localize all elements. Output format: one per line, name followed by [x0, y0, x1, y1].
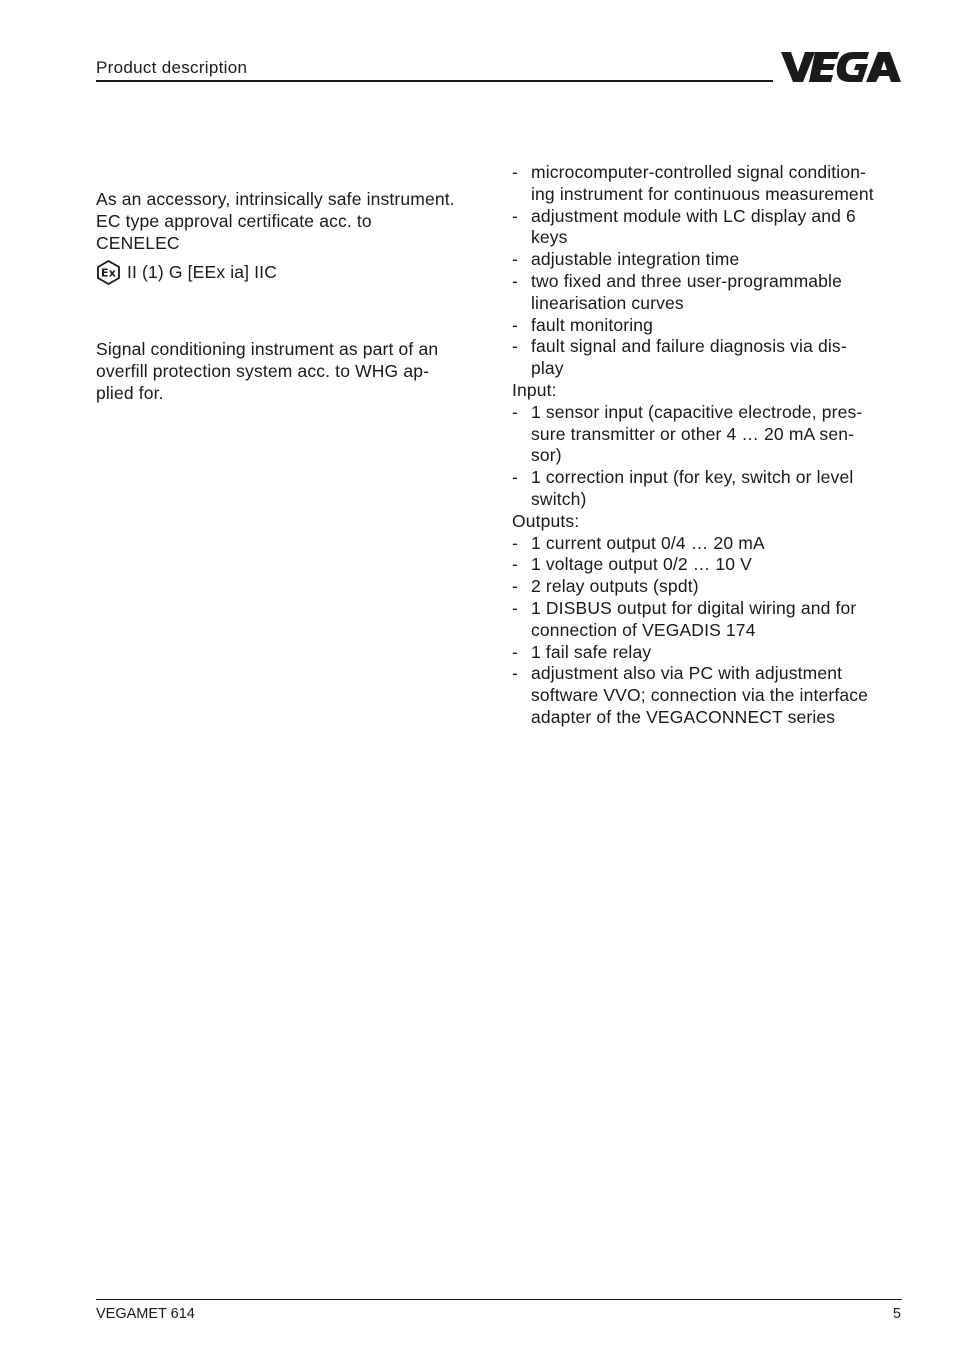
text-line: adjustment module with LC display and 6 — [531, 205, 856, 226]
text-line: 1 DISBUS output for digital wiring and for — [531, 597, 857, 618]
text-line: 1 voltage output 0/2 … 10 V — [531, 554, 753, 575]
bullet-dash: - — [512, 249, 518, 270]
text-line: fault signal and failure diagnosis via dis- — [531, 336, 847, 357]
atex-marking-text: II (1) G [EEx ia] IIC — [127, 261, 277, 282]
list-item — [512, 206, 904, 250]
bullet-dash: - — [512, 597, 518, 618]
list-item — [512, 315, 904, 337]
outputs-list — [512, 533, 904, 729]
whg-paragraph — [96, 339, 488, 404]
text-line: plied for. — [96, 382, 164, 403]
list-item — [512, 467, 904, 511]
bullet-dash: - — [512, 467, 518, 488]
bullet-dash: - — [512, 663, 518, 684]
bullet-dash: - — [512, 205, 518, 226]
features-list — [512, 162, 904, 380]
page-number: 5 — [892, 1306, 901, 1322]
text-line: As an accessory, intrinsically safe instrument. — [96, 189, 455, 209]
header-rule — [96, 80, 773, 82]
bullet-dash: - — [512, 641, 518, 662]
list-item-text — [531, 467, 904, 511]
text-line: Signal conditioning instrument as part of an — [96, 339, 439, 360]
list-item — [512, 576, 904, 598]
list-item-text — [531, 533, 904, 555]
list-item-text — [531, 402, 904, 467]
list-item-text — [531, 249, 904, 271]
ex-hexagon-icon — [96, 260, 121, 285]
text-line: 1 correction input (for key, switch or level — [531, 467, 854, 488]
text-line: adapter of the VEGACONNECT series — [531, 706, 836, 727]
input-label: Input: — [512, 379, 557, 400]
list-item-text — [531, 162, 904, 206]
list-item — [512, 663, 904, 728]
list-item-text — [531, 598, 904, 642]
list-item — [512, 642, 904, 664]
list-item — [512, 162, 904, 206]
atex-marking — [96, 260, 488, 285]
bullet-dash: - — [512, 554, 518, 575]
text-line: EC type approval certificate acc. to — [96, 210, 372, 231]
text-line: switch) — [531, 488, 587, 509]
section-title: Product description — [96, 58, 248, 77]
bullet-dash: - — [512, 401, 518, 422]
text-line: 1 sensor input (capacitive electrode, pres- — [531, 401, 863, 422]
list-item — [512, 336, 904, 380]
right-column — [512, 162, 904, 729]
text-line: sor) — [531, 445, 562, 466]
footer-rule — [96, 1299, 902, 1300]
text-line: adjustment also via PC with adjustment — [531, 663, 843, 684]
text-line: 1 fail safe relay — [531, 641, 652, 662]
text-line: fault monitoring — [531, 314, 654, 335]
inputs-list — [512, 402, 904, 511]
list-item-text — [531, 642, 904, 664]
list-item — [512, 271, 904, 315]
bullet-dash: - — [512, 576, 518, 597]
text-line: ing instrument for continuous measurement — [531, 183, 874, 204]
text-line: overfill protection system acc. to WHG ap- — [96, 361, 430, 382]
text-line: sure transmitter or other 4 … 20 mA sen- — [531, 423, 855, 444]
list-item — [512, 249, 904, 271]
bullet-dash: - — [512, 532, 518, 553]
left-column — [96, 189, 488, 405]
bullet-dash: - — [512, 270, 518, 291]
list-item-text — [531, 663, 904, 728]
text-line: play — [531, 358, 564, 379]
text-line: software VVO; connection via the interface — [531, 685, 869, 706]
list-item — [512, 533, 904, 555]
list-item-text — [531, 315, 904, 337]
bullet-dash: - — [512, 162, 518, 182]
vega-logo — [781, 50, 903, 84]
approval-paragraph — [96, 189, 488, 254]
text-line: two fixed and three user-programmable — [531, 270, 842, 291]
text-line: 2 relay outputs (spdt) — [531, 576, 699, 597]
list-item-text — [531, 576, 904, 598]
output-label: Outputs: — [512, 510, 580, 531]
text-line: linearisation curves — [531, 292, 684, 313]
svg-text:Ex: Ex — [101, 266, 116, 280]
list-item-text — [531, 336, 904, 380]
text-line: CENELEC — [96, 232, 180, 253]
list-item-text — [531, 271, 904, 315]
text-line: keys — [531, 227, 568, 248]
footer-product-name: VEGAMET 614 — [96, 1306, 195, 1322]
bullet-dash: - — [512, 314, 518, 335]
list-item — [512, 554, 904, 576]
list-item — [512, 402, 904, 467]
text-line: 1 current output 0/4 … 20 mA — [531, 532, 765, 553]
list-item-text — [531, 554, 904, 576]
list-item — [512, 598, 904, 642]
text-line: connection of VEGADIS 174 — [531, 619, 756, 640]
list-item-text — [531, 206, 904, 250]
text-line: adjustable integration time — [531, 249, 740, 270]
bullet-dash: - — [512, 336, 518, 357]
text-line: microcomputer-controlled signal condition- — [531, 162, 867, 182]
